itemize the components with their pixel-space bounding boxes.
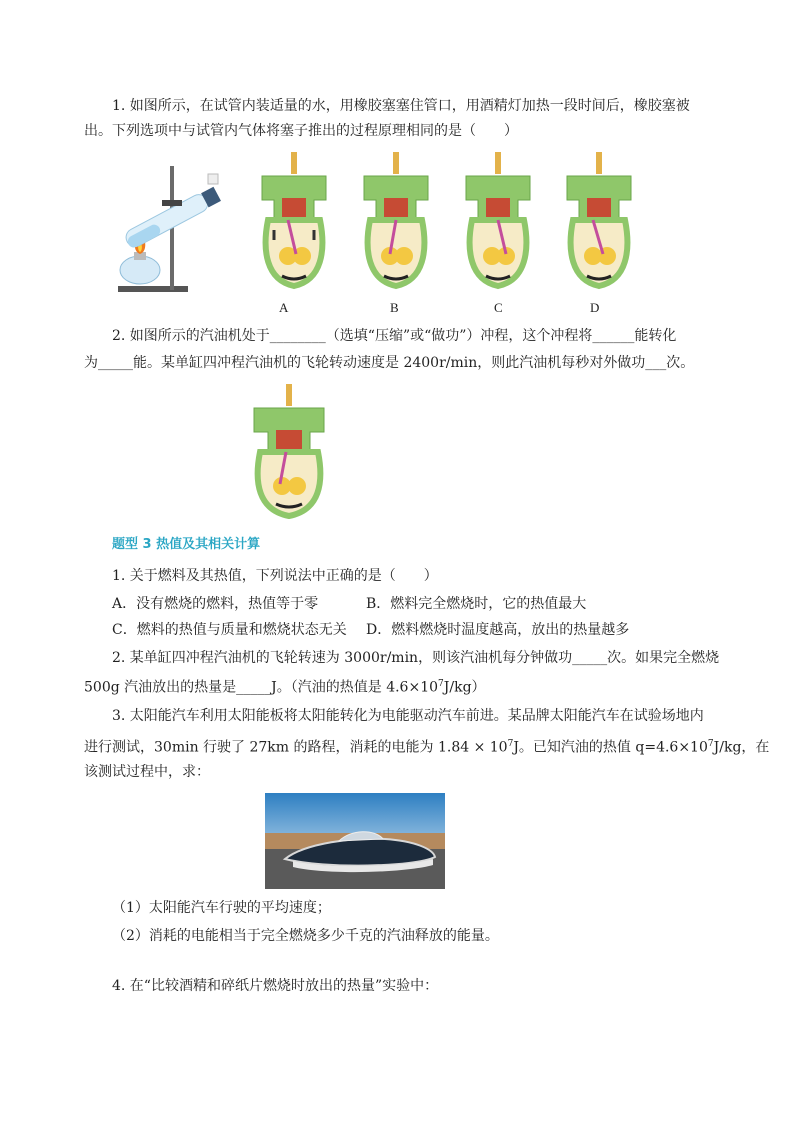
s3q3-sub2: （2）消耗的电能相当于完全燃烧多少千克的汽油释放的能量。: [112, 928, 499, 944]
s3q1-option-b: B．燃料完全燃烧时，它的热值最大: [366, 596, 587, 612]
q2-line2: 为_____能。某单缸四冲程汽油机的飞轮转动速度是 2400r/min，则此汽油机每秒对外做功___次。: [84, 355, 695, 371]
q1-line2: 出。下列选项中与试管内气体将塞子推出的过程原理相同的是（ ）: [84, 123, 518, 139]
solar-car-photo: [265, 793, 445, 889]
s3q3-line2-part1: 进行测试，30min 行驶了 27km 的路程，消耗的电能为 1.84 × 10: [84, 739, 508, 756]
engine-figure-q2: [250, 382, 328, 522]
s3q1-option-c: C．燃料的热值与质量和燃烧状态无关: [112, 622, 347, 638]
s3q3-line2-part3: J/kg，在: [713, 739, 770, 756]
s3q2-line2-part1: 500g 汽油放出的热量是_____J。（汽油的热值是 4.6×10: [84, 679, 439, 696]
engine-figure-d: [563, 150, 635, 298]
s3q2-exponent: 7: [438, 679, 444, 689]
s3q2-line1: 2. 某单缸四冲程汽油机的飞轮转速为 3000r/min，则该汽油机每分钟做功_____次。如果完全燃烧: [112, 650, 720, 666]
q1-line1: 1. 如图所示，在试管内装适量的水，用橡胶塞塞住管口，用酒精灯加热一段时间后，橡胶塞被: [112, 98, 690, 114]
s3q3-line2: [84, 734, 769, 758]
option-label-c: C: [494, 300, 503, 315]
option-label-d: D: [590, 300, 600, 315]
s3q1-stem: 1. 关于燃料及其热值，下列说法中正确的是（ ）: [112, 568, 438, 584]
s3q3-line3: 该测试过程中，求：: [84, 764, 210, 780]
s3q1-option-d: D．燃料燃烧时温度越高，放出的热量越多: [366, 622, 630, 638]
s3q2-line2-part2: J/kg）: [443, 679, 486, 696]
section-heading: 题型 3 热值及其相关计算: [112, 537, 261, 552]
s3q3-line2-part2: J。已知汽油的热值 q=4.6×10: [513, 739, 708, 756]
engine-figure-b: [360, 150, 432, 298]
s3q3-exponent-1: 7: [507, 739, 514, 749]
option-label-a: A: [279, 300, 289, 315]
s3q3-line1: 3. 太阳能汽车利用太阳能板将太阳能转化为电能驱动汽车前进。某品牌太阳能汽车在试验场地内: [112, 708, 704, 724]
q2-line1: 2. 如图所示的汽油机处于________（选填“压缩”或“做功”）冲程，这个冲程将______能转化: [112, 328, 677, 344]
s3q3-sub1: （1）太阳能汽车行驶的平均速度；: [112, 900, 331, 916]
option-label-b: B: [390, 300, 399, 315]
s3q3-exponent-2: 7: [707, 739, 714, 749]
s3q1-option-a: A．没有燃烧的燃料，热值等于零: [112, 596, 319, 612]
s3q4-stem: 4. 在“比较酒精和碎纸片燃烧时放出的热量”实验中：: [112, 978, 439, 994]
engine-figure-c: [462, 150, 534, 298]
test-tube-apparatus-figure: [110, 160, 240, 295]
s3q2-line2: [84, 674, 486, 698]
engine-figure-a: [258, 150, 330, 298]
